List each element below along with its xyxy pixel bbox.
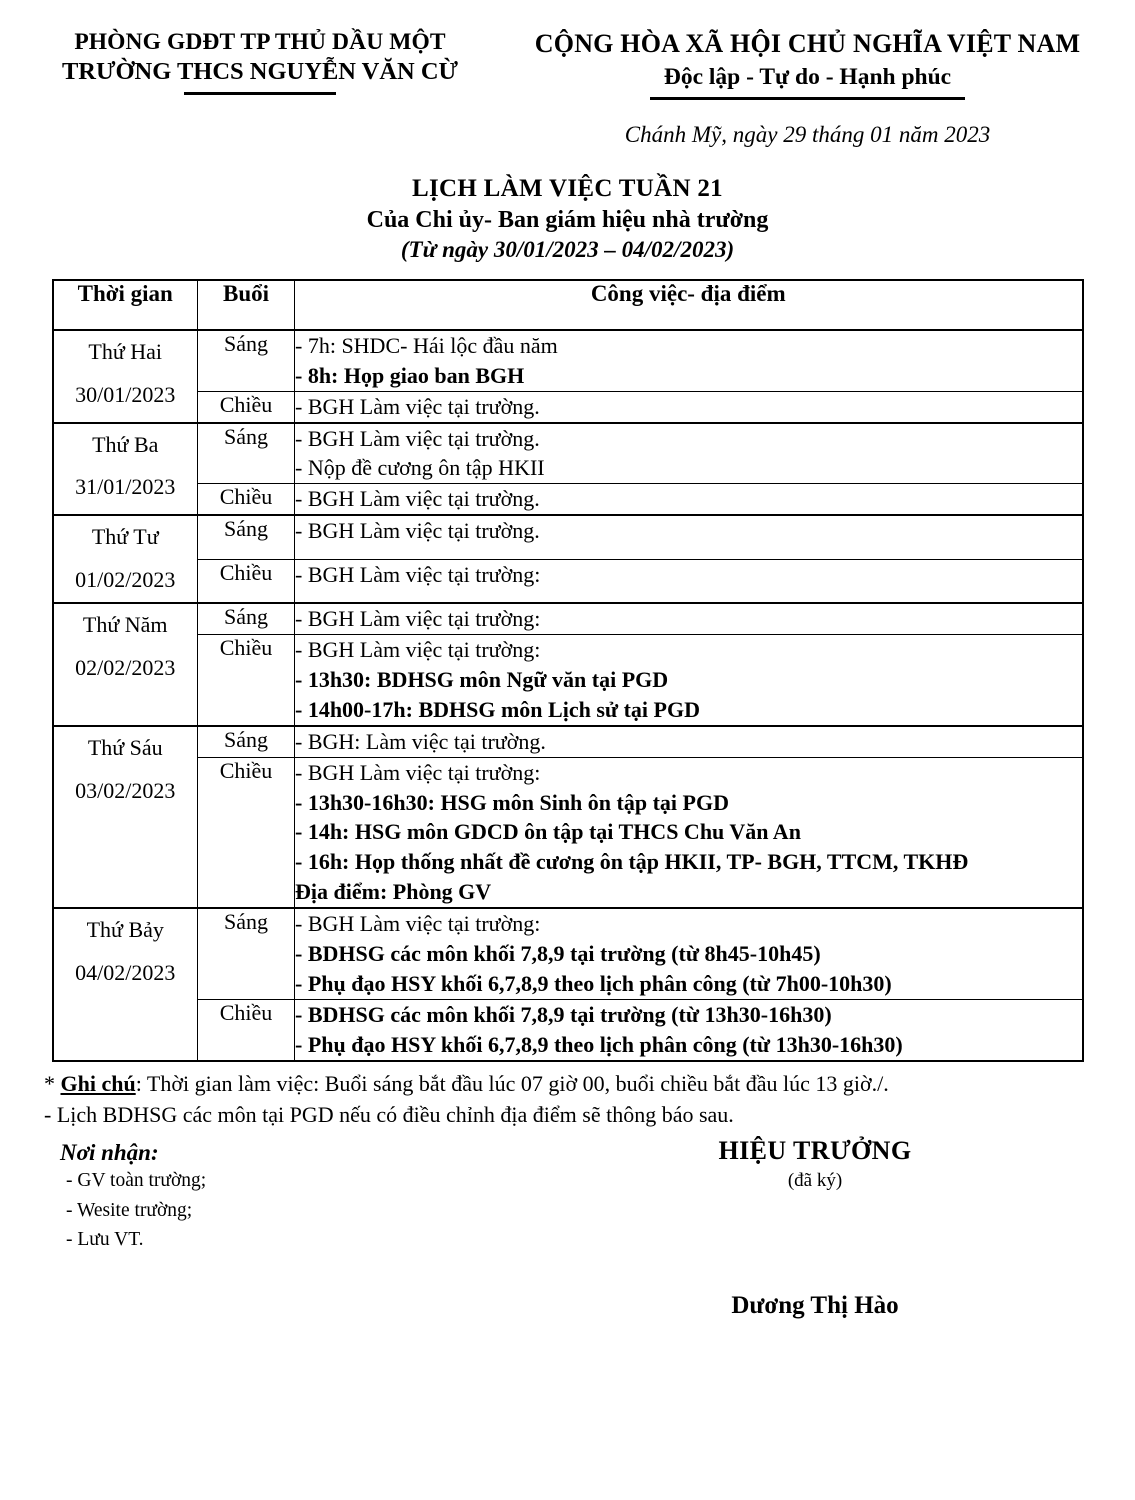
day-cell: [53, 515, 198, 603]
session-cell-afternoon: Chiều: [198, 559, 295, 603]
work-line: - 13h30: BDHSG môn Ngữ văn tại PGD: [295, 666, 669, 692]
session-cell-afternoon: Chiều: [198, 757, 295, 908]
signature-block: [600, 1136, 1030, 1320]
table-row: [53, 515, 1083, 559]
day-name: Thứ Hai: [88, 338, 163, 364]
work-line: - BGH Làm việc tại trường:: [295, 636, 541, 662]
work-line: - 14h00-17h: BDHSG môn Lịch sử tại PGD: [295, 696, 700, 722]
work-line: - BGH Làm việc tại trường:: [295, 561, 541, 587]
school-name-underline: [184, 92, 336, 95]
work-line: - BDHSG các môn khối 7,8,9 tại trường (từ 8h45-10h45): [295, 941, 821, 967]
school-name: TRƯỜNG THCS NGUYỄN VĂN CỪ: [61, 58, 459, 86]
table-row: [53, 330, 1083, 391]
recipients-title: Nơi nhận:: [60, 1140, 159, 1166]
work-line: - BGH Làm việc tại trường:: [295, 759, 541, 785]
work-line: - BGH Làm việc tại trường.: [295, 518, 540, 544]
work-line: - 8h: Họp giao ban BGH: [295, 362, 525, 388]
country-name: CỘNG HÒA XÃ HỘI CHỦ NGHĨA VIỆT NAM: [534, 29, 1081, 58]
day-date: 01/02/2023: [75, 567, 176, 593]
session-cell-afternoon: Chiều: [198, 999, 295, 1060]
table-row: [53, 559, 1083, 603]
work-line: - Phụ đạo HSY khối 6,7,8,9 theo lịch phân công (từ 13h30-16h30): [295, 1031, 903, 1057]
day-cell: [53, 603, 198, 726]
session-cell-morning: Sáng: [198, 726, 295, 757]
document-title-block: [0, 174, 1135, 265]
title-subtitle: Của Chi ủy- Ban giám hiệu nhà trường: [366, 207, 769, 234]
work-line: - BGH: Làm việc tại trường.: [295, 728, 546, 754]
work-cell-afternoon: [295, 484, 1083, 515]
table-row: [53, 391, 1083, 422]
day-name: Thứ Bảy: [86, 917, 164, 943]
title-date-range: (Từ ngày 30/01/2023 – 04/02/2023): [400, 237, 735, 263]
table-row: [53, 423, 1083, 484]
table-row: [53, 726, 1083, 757]
work-cell-morning: [295, 908, 1083, 999]
column-header-work: Công việc- địa điểm: [295, 280, 1083, 330]
note-line-1-text: : Thời gian làm việc: Buổi sáng bắt đầu lúc 07 giờ 00, buổi chiều bắt đầu lúc 13 giờ./.: [135, 1070, 889, 1096]
work-line: - 16h: Họp thống nhất đề cương ôn tập HKII, TP- BGH, TTCM, TKHĐ: [295, 849, 969, 875]
day-name: Thứ Năm: [82, 612, 168, 638]
work-line: - BGH Làm việc tại trường.: [295, 486, 540, 512]
signer-name: Dương Thị Hào: [731, 1292, 899, 1320]
day-date: 04/02/2023: [75, 960, 176, 986]
recipient-item: - Wesite trường;: [66, 1199, 193, 1221]
page-title: LỊCH LÀM VIỆC TUẦN 21: [412, 175, 723, 203]
work-cell-afternoon: [295, 391, 1083, 422]
session-cell-afternoon: Chiều: [198, 484, 295, 515]
work-line: - BGH Làm việc tại trường:: [295, 911, 541, 937]
work-cell-morning: [295, 726, 1083, 757]
document-footer: [0, 1136, 1135, 1400]
recipient-item: - Lưu VT.: [66, 1229, 144, 1251]
note-line-2: - Lịch BDHSG các môn tại PGD nếu có điều chỉnh địa điểm sẽ thông báo sau.: [44, 1101, 734, 1127]
work-cell-morning: [295, 423, 1083, 484]
motto-underline: [650, 97, 965, 100]
session-cell-morning: Sáng: [198, 603, 295, 634]
schedule-table-wrapper: [52, 279, 1084, 1062]
department-name: PHÒNG GDĐT TP THỦ DẦU MỘT: [74, 29, 446, 55]
table-row: [53, 999, 1083, 1060]
work-line: - 14h: HSG môn GDCD ôn tập tại THCS Chu Văn An: [295, 819, 801, 845]
day-cell: [53, 908, 198, 1061]
work-cell-afternoon: [295, 634, 1083, 725]
note-bullet-star: *: [44, 1070, 61, 1096]
document-header: [0, 0, 1135, 148]
table-row: [53, 603, 1083, 634]
note-line-1: [44, 1068, 1135, 1099]
day-date: 03/02/2023: [75, 777, 176, 803]
work-cell-morning: [295, 330, 1083, 391]
notes-section: [44, 1068, 1135, 1130]
table-row: [53, 757, 1083, 908]
day-cell: [53, 423, 198, 516]
work-cell-morning: [295, 603, 1083, 634]
work-line: - 7h: SHDC- Hái lộc đầu năm: [295, 332, 558, 358]
table-row: [53, 634, 1083, 725]
session-cell-morning: Sáng: [198, 515, 295, 559]
table-row: [53, 908, 1083, 999]
column-header-session: Buổi: [198, 280, 295, 330]
session-cell-afternoon: Chiều: [198, 634, 295, 725]
work-line: - BGH Làm việc tại trường:: [295, 606, 541, 632]
day-date: 31/01/2023: [75, 474, 176, 500]
column-header-time: Thời gian: [53, 280, 198, 330]
note-label: Ghi chú: [60, 1070, 136, 1096]
work-line: - Nộp đề cương ôn tập HKII: [295, 455, 545, 481]
day-date: 02/02/2023: [75, 654, 176, 680]
table-row: [53, 484, 1083, 515]
day-cell: [53, 726, 198, 908]
recipient-item: - GV toàn trường;: [66, 1170, 207, 1192]
recipients-list: [60, 1166, 206, 1255]
weekly-schedule-table: [52, 279, 1084, 1062]
table-header: [53, 280, 1083, 330]
work-line: - Phụ đạo HSY khối 6,7,8,9 theo lịch phân công (từ 7h00-10h30): [295, 970, 892, 996]
session-cell-morning: Sáng: [198, 908, 295, 999]
signed-marker: (đã ký): [787, 1170, 843, 1192]
day-date: 30/01/2023: [75, 381, 176, 407]
table-body: [53, 330, 1083, 1061]
session-cell-morning: Sáng: [198, 330, 295, 391]
day-name: Thứ Sáu: [87, 734, 163, 760]
day-cell: [53, 330, 198, 423]
table-header-row: [53, 280, 1083, 330]
work-line: - BGH Làm việc tại trường.: [295, 393, 540, 419]
issuing-org-block: [0, 28, 510, 95]
work-cell-afternoon: [295, 999, 1083, 1060]
session-cell-afternoon: Chiều: [198, 391, 295, 422]
day-name: Thứ Ba: [92, 431, 159, 457]
work-cell-afternoon: [295, 757, 1083, 908]
signer-role: HIỆU TRƯỞNG: [718, 1136, 912, 1166]
work-line: - BDHSG các môn khối 7,8,9 tại trường (từ 13h30-16h30): [295, 1001, 832, 1027]
work-cell-morning: [295, 515, 1083, 559]
work-line: - BGH Làm việc tại trường.: [295, 425, 540, 451]
national-motto: Độc lập - Tự do - Hạnh phúc: [663, 63, 952, 90]
national-heading-block: [510, 28, 1135, 148]
work-line: Địa điểm: Phòng GV: [295, 879, 492, 905]
work-line: - 13h30-16h30: HSG môn Sinh ôn tập tại PGD: [295, 789, 729, 815]
recipients-block: [60, 1140, 206, 1255]
session-cell-morning: Sáng: [198, 423, 295, 484]
place-and-date: Chánh Mỹ, ngày 29 tháng 01 năm 2023: [624, 122, 991, 148]
work-cell-afternoon: [295, 559, 1083, 603]
day-name: Thứ Tư: [91, 524, 159, 550]
